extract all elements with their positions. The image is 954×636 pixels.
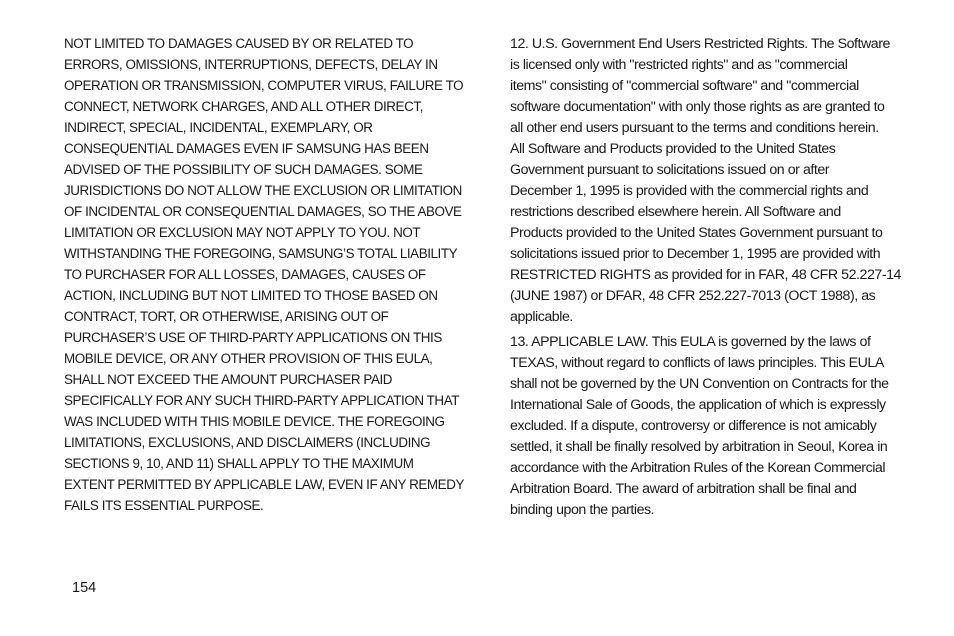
text-line: WAS INCLUDED WITH THIS MOBILE DEVICE. THE FOREGOING bbox=[64, 414, 445, 430]
text-line: ERRORS, OMISSIONS, INTERRUPTIONS, DEFECTS, DELAY IN bbox=[64, 57, 438, 73]
text-line: LIMITATIONS, EXCLUSIONS, AND DISCLAIMERS (INCLUDING bbox=[64, 435, 431, 451]
text-line: NOT LIMITED TO DAMAGES CAUSED BY OR RELATED TO bbox=[64, 36, 414, 52]
text-line: ACTION, INCLUDING BUT NOT LIMITED TO THOSE BASED ON bbox=[64, 288, 438, 304]
text-line: excluded. If a dispute, controversy or difference is not amicably bbox=[510, 418, 877, 434]
text-line: TEXAS, without regard to conflicts of laws principles. This EULA bbox=[510, 355, 884, 371]
text-line: OPERATION OR TRANSMISSION, COMPUTER VIRUS, FAILURE TO bbox=[64, 78, 464, 94]
text-line: CONTRACT, TORT, OR OTHERWISE, ARISING OUT OF bbox=[64, 309, 389, 325]
text-line: OF INCIDENTAL OR CONSEQUENTIAL DAMAGES, SO THE ABOVE bbox=[64, 204, 462, 220]
text-line: SECTIONS 9, 10, AND 11) SHALL APPLY TO THE MAXIMUM bbox=[64, 456, 414, 472]
text-line: All Software and Products provided to the United States bbox=[510, 141, 836, 157]
text-line: ADVISED OF THE POSSIBILITY OF SUCH DAMAGES. SOME bbox=[64, 162, 423, 178]
text-line: International Sale of Goods, the application of which is expressly bbox=[510, 397, 886, 413]
text-line: is licensed only with "restricted rights" and as "commercial bbox=[510, 57, 848, 73]
text-line: solicitations issued prior to December 1, 1995 are provided with bbox=[510, 246, 881, 262]
text-line: INDIRECT, SPECIAL, INCIDENTAL, EXEMPLARY, OR bbox=[64, 120, 373, 136]
section-12-paragraph bbox=[510, 34, 910, 328]
section-13-paragraph bbox=[510, 332, 910, 521]
text-line: items" consisting of "commercial software" and "commercial bbox=[510, 78, 859, 94]
text-line: December 1, 1995 is provided with the commercial rights and bbox=[510, 183, 869, 199]
text-line: FAILS ITS ESSENTIAL PURPOSE. bbox=[64, 498, 264, 514]
text-line: MOBILE DEVICE, OR ANY OTHER PROVISION OF THIS EULA, bbox=[64, 351, 433, 367]
text-line: CONSEQUENTIAL DAMAGES EVEN IF SAMSUNG HAS BEEN bbox=[64, 141, 429, 157]
text-line: WITHSTANDING THE FOREGOING, SAMSUNG’S TOTAL LIABILITY bbox=[64, 246, 458, 262]
text-line: settled, it shall be finally resolved by arbitration in Seoul, Korea in bbox=[510, 439, 888, 455]
text-line: Arbitration Board. The award of arbitration shall be final and bbox=[510, 481, 857, 497]
text-line: shall not be governed by the UN Convention on Contracts for the bbox=[510, 376, 889, 392]
text-line: applicable. bbox=[510, 309, 573, 325]
text-line: CONNECT, NETWORK CHARGES, AND ALL OTHER DIRECT, bbox=[64, 99, 423, 115]
left-column bbox=[64, 34, 464, 517]
text-line: restrictions described elsewhere herein. All Software and bbox=[510, 204, 841, 220]
text-line: RESTRICTED RIGHTS as provided for in FAR, 48 CFR 52.227-14 bbox=[510, 267, 901, 283]
text-line: TO PURCHASER FOR ALL LOSSES, DAMAGES, CAUSES OF bbox=[64, 267, 426, 283]
text-line: 13. APPLICABLE LAW. This EULA is governed by the laws of bbox=[510, 334, 871, 350]
text-line: 12. U.S. Government End Users Restricted Rights. The Software bbox=[510, 36, 890, 52]
text-line: Products provided to the United States Government pursuant to bbox=[510, 225, 883, 241]
text-line: LIMITATION OR EXCLUSION MAY NOT APPLY TO YOU. NOT bbox=[64, 225, 421, 241]
text-line: (JUNE 1987) or DFAR, 48 CFR 252.227-7013 (OCT 1988), as bbox=[510, 288, 876, 304]
text-line: PURCHASER’S USE OF THIRD-PARTY APPLICATIONS ON THIS bbox=[64, 330, 442, 346]
right-column bbox=[510, 34, 910, 521]
text-line: software documentation" with only those rights as are granted to bbox=[510, 99, 885, 115]
liability-paragraph bbox=[64, 34, 464, 517]
text-line: all other end users pursuant to the terms and conditions herein. bbox=[510, 120, 879, 136]
page-number: 154 bbox=[72, 580, 97, 596]
text-line: Government pursuant to solicitations issued on or after bbox=[510, 162, 830, 178]
text-line: JURISDICTIONS DO NOT ALLOW THE EXCLUSION OR LIMITATION bbox=[64, 183, 462, 199]
text-line: binding upon the parties. bbox=[510, 502, 655, 518]
text-line: SPECIFICALLY FOR ANY SUCH THIRD-PARTY APPLICATION THAT bbox=[64, 393, 459, 409]
text-line: EXTENT PERMITTED BY APPLICABLE LAW, EVEN IF ANY REMEDY bbox=[64, 477, 464, 493]
text-line: accordance with the Arbitration Rules of the Korean Commercial bbox=[510, 460, 886, 476]
text-line: SHALL NOT EXCEED THE AMOUNT PURCHASER PAID bbox=[64, 372, 393, 388]
